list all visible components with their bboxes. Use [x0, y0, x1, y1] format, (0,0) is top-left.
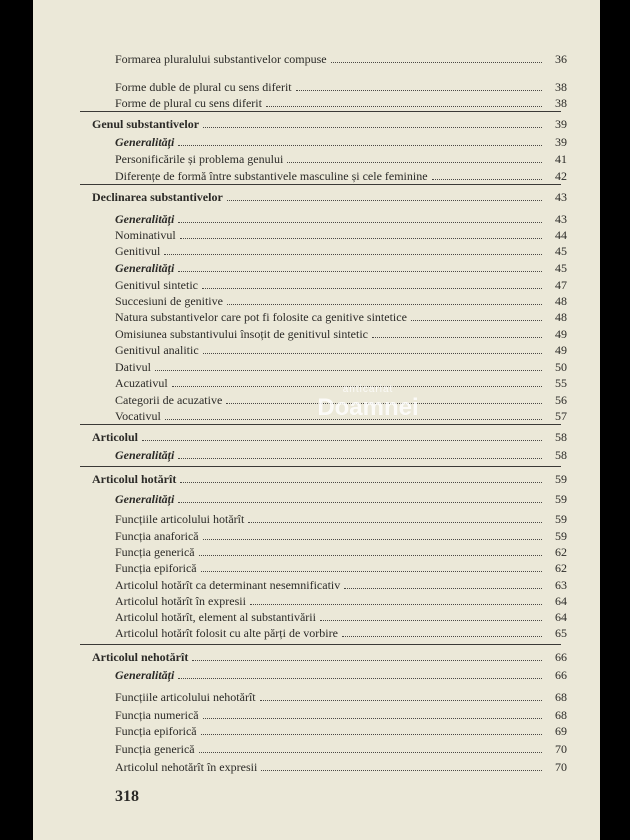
toc-entry-title: Funcția generică [115, 545, 195, 559]
dot-leader [203, 718, 542, 719]
toc-entry-title: Generalități [115, 212, 175, 226]
toc-entry-page: 42 [555, 169, 567, 183]
toc-entry-page: 39 [555, 135, 567, 149]
toc-entry [115, 446, 567, 462]
toc-entry [115, 740, 567, 756]
book-page [33, 0, 600, 840]
dot-leader [287, 162, 542, 163]
toc-entry-title: Personificările și problema genului [115, 152, 284, 166]
toc-entry-page: 66 [555, 650, 567, 664]
dot-leader [155, 370, 542, 371]
toc-entry-page: 58 [555, 430, 567, 444]
toc-entry-title: Funcția generică [115, 742, 195, 756]
dot-leader [202, 288, 542, 289]
toc-entry-page: 69 [555, 724, 567, 738]
dot-leader [227, 304, 542, 305]
dot-leader [178, 502, 542, 503]
toc-entry-title: Generalități [115, 261, 175, 275]
toc-entry-page: 36 [555, 52, 567, 66]
toc-entry [115, 78, 567, 94]
toc-section-heading [92, 428, 567, 444]
dot-leader [320, 620, 542, 621]
toc-entry-page: 45 [555, 261, 567, 275]
toc-entry [115, 608, 567, 624]
dot-leader [296, 90, 542, 91]
toc-entry [115, 242, 567, 258]
toc-entry-title: Omisiunea substantivului însoțit de genitivul sintetic [115, 327, 368, 341]
toc-entry-page: 63 [555, 578, 567, 592]
toc-entry [115, 624, 567, 640]
section-rule [80, 424, 561, 425]
toc-entry [115, 592, 567, 608]
dot-leader [411, 320, 542, 321]
toc-entry-title: Generalități [115, 668, 175, 682]
toc-entry [115, 358, 567, 374]
dot-leader [180, 238, 542, 239]
toc-entry [115, 666, 567, 682]
toc-entry-title: Funcția epiforică [115, 561, 197, 575]
toc-entry-title: Categorii de acuzative [115, 393, 223, 407]
toc-entry-page: 64 [555, 594, 567, 608]
toc-section-heading [92, 470, 567, 486]
section-rule [80, 111, 561, 112]
toc-entry [115, 706, 567, 722]
toc-entry-page: 58 [555, 448, 567, 462]
toc-entry-page: 39 [555, 117, 567, 131]
toc-entry-page: 48 [555, 310, 567, 324]
dot-leader [178, 678, 542, 679]
toc-entry-page: 68 [555, 690, 567, 704]
dot-leader [199, 555, 542, 556]
toc-entry [115, 688, 567, 704]
watermark-main-text: Doamnei [317, 394, 419, 421]
toc-section-heading [92, 188, 567, 204]
toc-entry [115, 527, 567, 543]
dot-leader [331, 62, 542, 63]
dot-leader [432, 179, 542, 180]
toc-entry-page: 59 [555, 492, 567, 506]
watermark-top-text: anticariat [342, 384, 394, 395]
dot-leader [344, 588, 542, 589]
toc-entry-page: 70 [555, 742, 567, 756]
section-rule [80, 466, 561, 467]
toc-entry-page: 68 [555, 708, 567, 722]
toc-section-heading [92, 648, 567, 664]
dot-leader [203, 539, 542, 540]
toc-entry-title: Articolul [92, 430, 138, 444]
toc-entry-title: Funcțiile articolului nehotărît [115, 690, 256, 704]
toc-entry-page: 59 [555, 472, 567, 486]
toc-entry-page: 65 [555, 626, 567, 640]
toc-entry-title: Articolul hotărît folosit cu alte părți de vorbire [115, 626, 338, 640]
toc-entry [115, 150, 567, 166]
toc-entry-page: 48 [555, 294, 567, 308]
toc-entry-title: Declinarea substantivelor [92, 190, 223, 204]
toc-entry-page: 62 [555, 561, 567, 575]
toc-entry-title: Natura substantivelor care pot fi folosite ca genitive sintetice [115, 310, 407, 324]
toc-entry-page: 49 [555, 327, 567, 341]
dot-leader [180, 482, 542, 483]
toc-entry [115, 510, 567, 526]
toc-entry-title: Articolul hotărît [92, 472, 177, 486]
toc-entry [115, 292, 567, 308]
toc-entry-page: 70 [555, 760, 567, 774]
toc-entry-title: Formarea pluralului substantivelor compuse [115, 52, 327, 66]
dot-leader [372, 337, 542, 338]
toc-entry-page: 43 [555, 190, 567, 204]
section-rule [80, 184, 561, 185]
dot-leader [199, 752, 542, 753]
toc-entry-title: Dativul [115, 360, 151, 374]
toc-entry [115, 50, 567, 66]
toc-entry-title: Genul substantivelor [92, 117, 200, 131]
toc-entry-title: Funcția epiforică [115, 724, 197, 738]
dot-leader [178, 222, 542, 223]
dot-leader [203, 127, 542, 128]
toc-entry [115, 226, 567, 242]
toc-entry-page: 66 [555, 668, 567, 682]
toc-entry-title: Funcția anaforică [115, 529, 199, 543]
toc-entry-title: Funcțiile articolului hotărît [115, 512, 245, 526]
toc-entry-title: Articolul hotărît, element al substantivării [115, 610, 316, 624]
toc-entry-page: 38 [555, 80, 567, 94]
toc-entry-page: 38 [555, 96, 567, 110]
section-rule [80, 644, 561, 645]
dot-leader [261, 770, 542, 771]
toc-entry-page: 43 [555, 212, 567, 226]
toc-entry-title: Articolul hotărît în expresii [115, 594, 246, 608]
dot-leader [142, 440, 542, 441]
page-number: 318 [115, 788, 139, 805]
toc-entry-title: Genitivul sintetic [115, 278, 198, 292]
dot-leader [248, 522, 542, 523]
dot-leader [201, 734, 542, 735]
toc-entry [115, 490, 567, 506]
toc-entry-title: Forme de plural cu sens diferit [115, 96, 262, 110]
toc-entry-title: Articolul nehotărît [92, 650, 189, 664]
toc-entry-title: Acuzativul [115, 376, 168, 390]
toc-entry [115, 259, 567, 275]
watermark-logo [303, 384, 433, 421]
toc-entry [115, 341, 567, 357]
toc-entry-title: Articolul nehotărît în expresii [115, 760, 258, 774]
toc-entry-title: Generalități [115, 492, 175, 506]
toc-entry-title: Funcția numerică [115, 708, 199, 722]
toc-entry-page: 64 [555, 610, 567, 624]
dot-leader [164, 254, 542, 255]
toc-entry-title: Genitivul [115, 244, 161, 258]
toc-entry-page: 59 [555, 512, 567, 526]
toc-entry [115, 325, 567, 341]
toc-entry-page: 55 [555, 376, 567, 390]
dot-leader [260, 700, 542, 701]
toc-entry-title: Diferențe de formă între substantivele masculine și cele feminine [115, 169, 428, 183]
dot-leader [192, 660, 542, 661]
dot-leader [201, 571, 542, 572]
toc-entry-page: 62 [555, 545, 567, 559]
toc-entry [115, 167, 567, 183]
toc-entry [115, 210, 567, 226]
toc-entry [115, 559, 567, 575]
dot-leader [266, 106, 542, 107]
toc-entry-page: 57 [555, 409, 567, 423]
toc-entry [115, 276, 567, 292]
toc-entry-page: 56 [555, 393, 567, 407]
toc-entry [115, 308, 567, 324]
toc-entry [115, 133, 567, 149]
toc-entry-page: 49 [555, 343, 567, 357]
toc-entry-page: 59 [555, 529, 567, 543]
toc-entry-title: Generalități [115, 448, 175, 462]
toc-section-heading [92, 115, 567, 131]
dot-leader [342, 636, 542, 637]
dot-leader [203, 353, 542, 354]
toc-entry [115, 758, 567, 774]
toc-entry [115, 543, 567, 559]
toc-entry-page: 44 [555, 228, 567, 242]
dot-leader [178, 458, 542, 459]
toc-entry-page: 50 [555, 360, 567, 374]
dot-leader [227, 200, 542, 201]
dot-leader [250, 604, 542, 605]
dot-leader [178, 271, 542, 272]
toc-entry-title: Forme duble de plural cu sens diferit [115, 80, 292, 94]
toc-entry-page: 45 [555, 244, 567, 258]
toc-entry-title: Succesiuni de genitive [115, 294, 223, 308]
toc-entry [115, 576, 567, 592]
dot-leader [178, 145, 542, 146]
toc-entry-title: Generalități [115, 135, 175, 149]
toc-entry [115, 94, 567, 110]
toc-entry-title: Genitivul analitic [115, 343, 199, 357]
toc-entry-title: Articolul hotărît ca determinant nesemnificativ [115, 578, 341, 592]
toc-entry-title: Nominativul [115, 228, 176, 242]
toc-entry-page: 41 [555, 152, 567, 166]
toc-entry-page: 47 [555, 278, 567, 292]
toc-entry [115, 722, 567, 738]
toc-entry-title: Vocativul [115, 409, 161, 423]
